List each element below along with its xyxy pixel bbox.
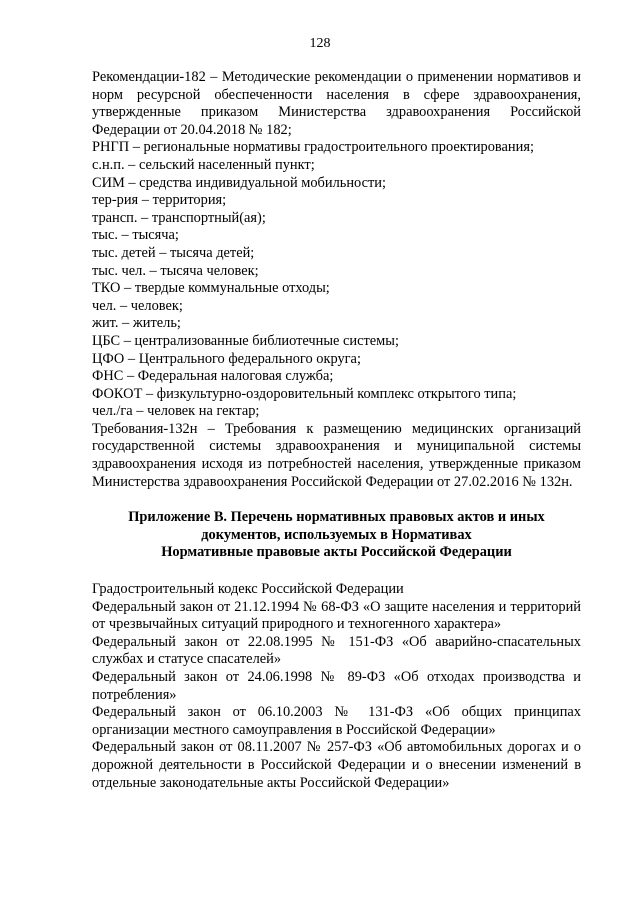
appendix-title-line-1: Приложение В. Перечень нормативных правовых актов и иных [128, 509, 545, 526]
abbreviation-item: тыс. детей – тысяча детей; [92, 244, 255, 261]
abbreviation-item: ТКО – твердые коммунальные отходы; [92, 280, 330, 297]
abbreviation-item: чел./га – человек на гектар; [92, 403, 260, 420]
abbreviation-item: тер-рия – территория; [92, 192, 227, 209]
page-content [92, 69, 581, 792]
abbreviations-list [92, 69, 581, 491]
legal-acts-list [92, 581, 581, 792]
abbreviation-item: ФОКОТ – физкультурно-оздоровительный комплекс открытого типа; [92, 385, 517, 402]
legal-act-item: Федеральный закон от 06.10.2003 № 131-ФЗ «Об общих принципах организации местного самоуправления в Российской Федерации» [92, 704, 581, 738]
legal-act-item: Федеральный закон от 22.08.1995 № 151-ФЗ «Об аварийно-спасательных службах и статусе спасателей» [92, 633, 581, 668]
abbreviation-item: СИМ – средства индивидуальной мобильности; [92, 174, 386, 191]
appendix-heading [92, 509, 581, 562]
abbreviation-item: ЦБС – централизованные библиотечные системы; [92, 332, 399, 349]
legal-act-item: Федеральный закон от 21.12.1994 № 68-ФЗ «О защите населения и территорий от чрезвычайных ситуаций природного и техногенного характера» [92, 598, 581, 633]
abbreviation-item: жит. – житель; [92, 315, 181, 332]
legal-act-item: Федеральный закон от 08.11.2007 № 257-ФЗ «Об автомобильных дорогах и о дорожной деятельности в Российской Федерации и о внесении изменений в отдельные законодательные акты Российской Федерации» [92, 739, 581, 791]
abbreviation-item: трансп. – транспортный(ая); [92, 209, 266, 226]
abbreviation-item: с.н.п. – сельский населенный пункт; [92, 156, 315, 173]
appendix-subtitle: Нормативные правовые акты Российской Федерации [161, 544, 512, 561]
legal-act-item: Федеральный закон от 24.06.1998 № 89-ФЗ «Об отходах производства и потребления» [92, 669, 581, 703]
abbreviation-item: ФНС – Федеральная налоговая служба; [92, 368, 334, 385]
abbreviation-item: Рекомендации-182 – Методические рекомендации о применении нормативов и норм ресурсной обеспеченности населения в сфере здравоохранения, утвержденные приказом Министерства здравоохранения Российской Федерации от 20.04.2018 № 182; [92, 69, 581, 138]
appendix-title-line-2: документов, используемых в Нормативах [201, 526, 472, 543]
legal-act-item: Градостроительный кодекс Российской Федерации [92, 581, 404, 598]
abbreviation-item: тыс. – тысяча; [92, 227, 179, 244]
page-number: 128 [309, 36, 331, 51]
abbreviation-item: тыс. чел. – тысяча человек; [92, 262, 259, 279]
abbreviation-item: чел. – человек; [92, 297, 183, 314]
abbreviation-item: ЦФО – Центрального федерального округа; [92, 350, 361, 367]
abbreviation-item: Требования-132н – Требования к размещению медицинских организаций государственной системы здравоохранения и муниципальной системы здравоохранения исходя из потребностей населения, утвержденные приказом Министерства здравоохранения Российской Федерации от 27.02.2016 № 132н. [92, 420, 581, 490]
abbreviation-item: РНГП – региональные нормативы градостроительного проектирования; [92, 139, 534, 156]
